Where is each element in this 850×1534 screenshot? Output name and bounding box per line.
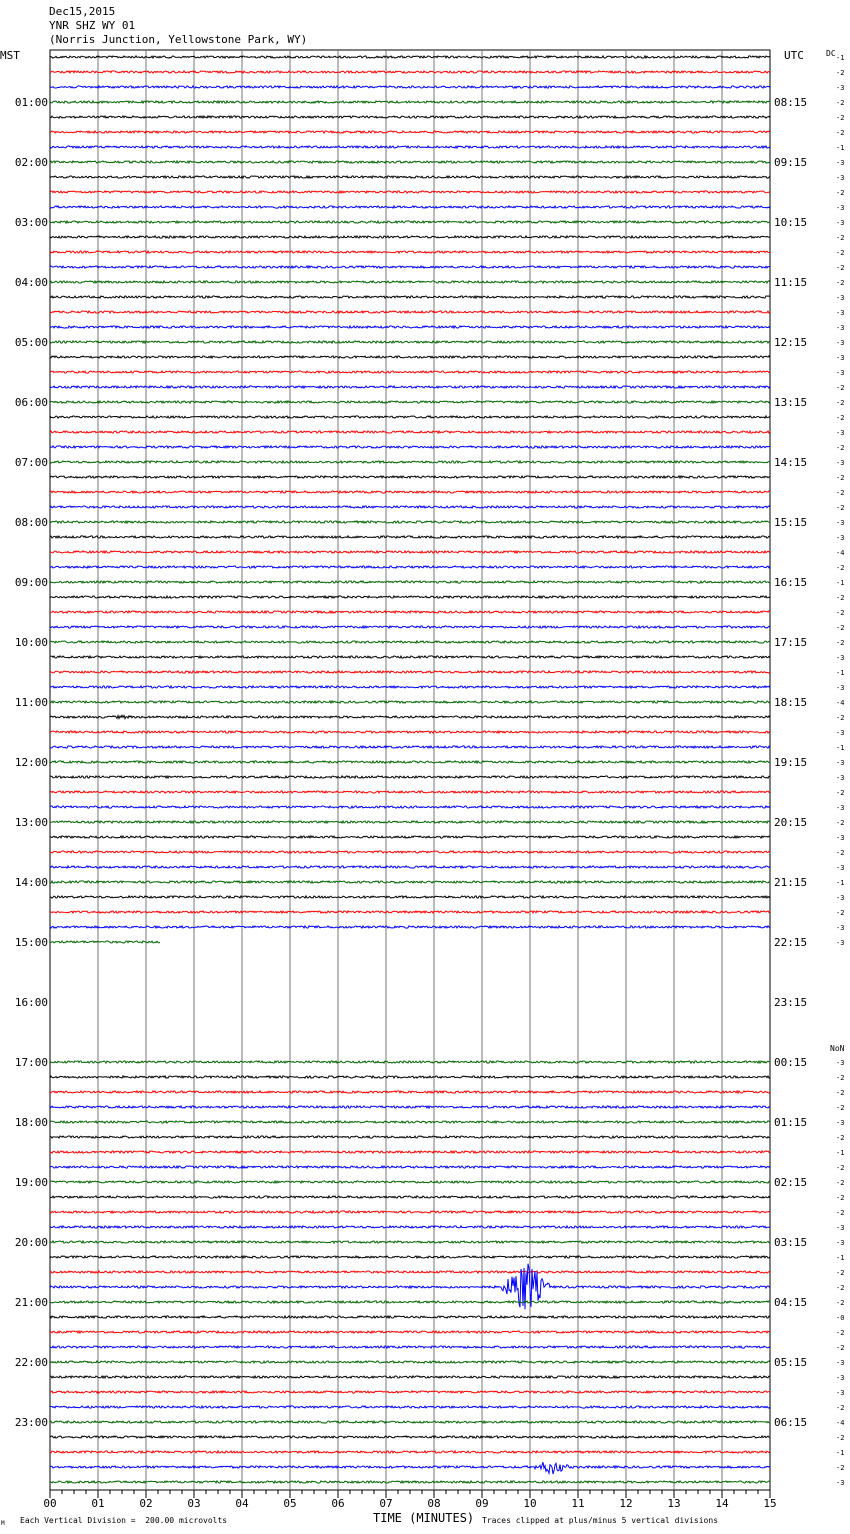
right-value-bottom-3: -2	[836, 1104, 845, 1112]
dc-label: DC	[826, 49, 836, 58]
right-value-bottom-7: -2	[836, 1164, 845, 1172]
right-value-top-9: -2	[836, 189, 845, 197]
trace-54	[50, 866, 770, 868]
trace-70	[50, 1106, 770, 1108]
non-label: NoN	[830, 1044, 845, 1053]
trace-68	[50, 1076, 770, 1078]
x-tick-label-7: 07	[379, 1497, 393, 1510]
corner-mark: M	[1, 1520, 5, 1527]
trace-47	[50, 761, 770, 763]
left-timezone-label: MST	[0, 49, 20, 62]
right-value-top-43: -4	[836, 699, 845, 707]
right-value-top-49: -2	[836, 789, 845, 797]
right-hour-label-1: 09:15	[774, 156, 808, 169]
trace-0	[50, 56, 770, 58]
trace-31	[50, 521, 770, 523]
clipping-note: Traces clipped at plus/minus 5 vertical divisions	[482, 1516, 719, 1525]
right-value-top-34: -2	[836, 564, 845, 572]
header-station: YNR SHZ WY 01	[49, 19, 136, 32]
right-hour-label-7: 15:15	[774, 516, 808, 529]
right-value-bottom-4: -3	[836, 1119, 845, 1127]
trace-91	[50, 1421, 770, 1423]
header-location: (Norris Junction, Yellowstone Park, WY)	[49, 33, 308, 46]
right-hour-label-17: 01:15	[774, 1116, 808, 1129]
trace-37	[50, 611, 770, 613]
right-value-top-16: -3	[836, 294, 845, 302]
trace-83	[50, 1301, 770, 1303]
right-value-bottom-2: -2	[836, 1089, 845, 1097]
right-hour-label-12: 20:15	[774, 816, 808, 829]
right-hour-label-8: 16:15	[774, 576, 808, 589]
right-hour-label-21: 05:15	[774, 1356, 808, 1369]
x-tick-label-14: 14	[715, 1497, 729, 1510]
trace-49	[50, 791, 770, 793]
right-value-bottom-6: -1	[836, 1149, 845, 1157]
right-timezone-label: UTC	[784, 49, 804, 62]
right-value-bottom-25: -2	[836, 1434, 845, 1442]
right-value-top-40: -3	[836, 654, 845, 662]
left-hour-label-12: 13:00	[14, 816, 48, 829]
trace-17	[50, 311, 770, 313]
x-tick-label-3: 03	[187, 1497, 201, 1510]
trace-87	[50, 1361, 770, 1363]
right-value-top-48: -3	[836, 774, 845, 782]
right-value-bottom-13: -1	[836, 1254, 845, 1262]
x-tick-label-8: 08	[427, 1497, 441, 1510]
right-value-top-12: -2	[836, 234, 845, 242]
trace-50	[50, 806, 770, 808]
left-hour-label-21: 22:00	[14, 1356, 48, 1369]
right-value-top-17: -3	[836, 309, 845, 317]
left-hour-label-16: 17:00	[14, 1056, 48, 1069]
trace-77	[50, 1211, 770, 1213]
trace-81	[50, 1271, 770, 1273]
right-hour-label-6: 14:15	[774, 456, 808, 469]
left-hour-label-10: 11:00	[14, 696, 48, 709]
trace-76	[50, 1196, 770, 1198]
right-value-top-0: -1	[836, 54, 845, 62]
trace-36	[50, 596, 770, 598]
left-hour-label-6: 07:00	[14, 456, 48, 469]
right-value-bottom-1: -2	[836, 1074, 845, 1082]
trace-18	[50, 326, 770, 328]
right-value-top-38: -2	[836, 624, 845, 632]
right-value-top-10: -3	[836, 204, 845, 212]
right-value-top-58: -3	[836, 924, 845, 932]
right-hour-label-11: 19:15	[774, 756, 808, 769]
left-hour-label-14: 15:00	[14, 936, 48, 949]
trace-94	[50, 1462, 770, 1474]
right-hour-label-3: 11:15	[774, 276, 808, 289]
trace-58	[50, 926, 770, 928]
right-hour-label-9: 17:15	[774, 636, 808, 649]
trace-29	[50, 491, 770, 493]
trace-86	[50, 1346, 770, 1348]
right-value-bottom-23: -2	[836, 1404, 845, 1412]
left-hour-label-7: 08:00	[14, 516, 48, 529]
trace-33	[50, 551, 770, 553]
left-hour-label-18: 19:00	[14, 1176, 48, 1189]
left-hour-label-20: 21:00	[14, 1296, 48, 1309]
x-tick-label-1: 01	[91, 1497, 105, 1510]
x-tick-label-11: 11	[571, 1497, 585, 1510]
right-value-top-28: -2	[836, 474, 845, 482]
x-tick-label-0: 00	[43, 1497, 57, 1510]
trace-10	[50, 206, 770, 208]
right-value-bottom-19: -2	[836, 1344, 845, 1352]
trace-56	[50, 896, 770, 898]
x-tick-label-9: 09	[475, 1497, 489, 1510]
trace-19	[50, 341, 770, 343]
trace-72	[50, 1136, 770, 1138]
left-hour-label-19: 20:00	[14, 1236, 48, 1249]
right-hour-label-19: 03:15	[774, 1236, 808, 1249]
left-hour-label-3: 04:00	[14, 276, 48, 289]
trace-46	[50, 746, 770, 748]
left-hour-label-9: 10:00	[14, 636, 48, 649]
right-value-top-23: -2	[836, 399, 845, 407]
trace-90	[50, 1406, 770, 1408]
header-date: Dec15,2015	[49, 5, 116, 18]
trace-74	[50, 1166, 770, 1168]
right-value-bottom-5: -2	[836, 1134, 845, 1142]
trace-89	[50, 1391, 770, 1393]
trace-15	[50, 281, 770, 283]
trace-79	[50, 1241, 770, 1243]
trace-59	[50, 941, 160, 943]
left-hour-label-2: 03:00	[14, 216, 48, 229]
left-hour-label-13: 14:00	[14, 876, 48, 889]
trace-9	[50, 191, 770, 193]
trace-51	[50, 821, 770, 823]
trace-78	[50, 1226, 770, 1228]
trace-52	[50, 836, 770, 838]
right-value-bottom-27: -2	[836, 1464, 845, 1472]
right-hour-label-2: 10:15	[774, 216, 808, 229]
trace-5	[50, 131, 770, 133]
right-value-top-19: -3	[836, 339, 845, 347]
right-value-top-21: -3	[836, 369, 845, 377]
trace-67	[50, 1061, 770, 1063]
trace-40	[50, 656, 770, 658]
trace-12	[50, 236, 770, 238]
right-value-top-1: -2	[836, 69, 845, 77]
right-value-top-11: -3	[836, 219, 845, 227]
right-value-top-53: -2	[836, 849, 845, 857]
right-value-top-15: -2	[836, 279, 845, 287]
trace-41	[50, 671, 770, 673]
right-value-bottom-12: -3	[836, 1239, 845, 1247]
right-value-top-55: -1	[836, 879, 845, 887]
right-value-top-5: -2	[836, 129, 845, 137]
left-hour-label-8: 09:00	[14, 576, 48, 589]
right-hour-label-15: 23:15	[774, 996, 808, 1009]
right-value-top-42: -3	[836, 684, 845, 692]
right-hour-label-10: 18:15	[774, 696, 808, 709]
trace-24	[50, 416, 770, 418]
right-value-bottom-9: -2	[836, 1194, 845, 1202]
right-value-top-18: -3	[836, 324, 845, 332]
trace-55	[50, 881, 770, 883]
trace-7	[50, 161, 770, 163]
trace-3	[50, 101, 770, 103]
right-value-top-4: -2	[836, 114, 845, 122]
left-hour-label-0: 01:00	[14, 96, 48, 109]
left-hour-label-4: 05:00	[14, 336, 48, 349]
vertical-division-note: Each Vertical Division = 200.00 microvolts	[20, 1516, 228, 1525]
right-value-top-39: -2	[836, 639, 845, 647]
trace-22	[50, 386, 770, 388]
left-hour-label-1: 02:00	[14, 156, 48, 169]
right-hour-label-0: 08:15	[774, 96, 808, 109]
trace-95	[50, 1481, 770, 1483]
x-tick-label-15: 15	[763, 1497, 777, 1510]
right-value-top-54: -3	[836, 864, 845, 872]
right-value-top-36: -2	[836, 594, 845, 602]
right-hour-label-22: 06:15	[774, 1416, 808, 1429]
right-value-top-8: -3	[836, 174, 845, 182]
trace-43	[50, 701, 770, 703]
x-tick-label-13: 13	[667, 1497, 681, 1510]
trace-45	[50, 731, 770, 733]
right-value-top-59: -3	[836, 939, 845, 947]
right-value-top-41: -1	[836, 669, 845, 677]
x-tick-label-10: 10	[523, 1497, 537, 1510]
trace-34	[50, 566, 770, 568]
trace-1	[50, 71, 770, 73]
left-hour-label-22: 23:00	[14, 1416, 48, 1429]
x-tick-label-4: 04	[235, 1497, 249, 1510]
right-value-top-20: -3	[836, 354, 845, 362]
trace-14	[50, 266, 770, 268]
right-value-top-52: -3	[836, 834, 845, 842]
right-value-top-30: -2	[836, 504, 845, 512]
trace-42	[50, 686, 770, 688]
right-value-bottom-18: -2	[836, 1329, 845, 1337]
trace-25	[50, 431, 770, 433]
right-value-top-25: -3	[836, 429, 845, 437]
trace-2	[50, 86, 770, 88]
right-hour-label-16: 00:15	[774, 1056, 808, 1069]
right-value-top-32: -3	[836, 534, 845, 542]
trace-84	[50, 1316, 770, 1318]
trace-13	[50, 251, 770, 253]
right-value-top-27: -3	[836, 459, 845, 467]
right-value-bottom-26: -1	[836, 1449, 845, 1457]
trace-44	[50, 715, 770, 718]
right-value-bottom-15: -2	[836, 1284, 845, 1292]
trace-57	[50, 911, 770, 913]
trace-20	[50, 356, 770, 358]
plot-frame	[50, 50, 770, 1490]
right-value-bottom-24: -4	[836, 1419, 845, 1427]
right-value-bottom-10: -2	[836, 1209, 845, 1217]
right-value-bottom-20: -3	[836, 1359, 845, 1367]
x-tick-label-6: 06	[331, 1497, 345, 1510]
right-value-bottom-14: -2	[836, 1269, 845, 1277]
right-value-bottom-8: -2	[836, 1179, 845, 1187]
trace-4	[50, 116, 770, 118]
left-hour-label-5: 06:00	[14, 396, 48, 409]
right-value-top-14: -2	[836, 264, 845, 272]
trace-30	[50, 506, 770, 508]
right-hour-label-18: 02:15	[774, 1176, 808, 1189]
trace-8	[50, 176, 770, 178]
trace-32	[50, 536, 770, 538]
trace-23	[50, 401, 770, 403]
right-value-top-24: -2	[836, 414, 845, 422]
right-value-top-46: -1	[836, 744, 845, 752]
right-value-top-57: -2	[836, 909, 845, 917]
trace-71	[50, 1121, 770, 1123]
x-axis-label: TIME (MINUTES)	[373, 1511, 475, 1525]
x-tick-label-12: 12	[619, 1497, 633, 1510]
trace-93	[50, 1451, 770, 1453]
right-value-top-6: -1	[836, 144, 845, 152]
trace-21	[50, 371, 770, 373]
trace-73	[50, 1151, 770, 1153]
trace-85	[50, 1331, 770, 1333]
right-value-top-22: -2	[836, 384, 845, 392]
trace-6	[50, 146, 770, 148]
trace-27	[50, 461, 770, 463]
right-hour-label-13: 21:15	[774, 876, 808, 889]
trace-11	[50, 221, 770, 223]
right-value-top-7: -3	[836, 159, 845, 167]
left-hour-label-15: 16:00	[14, 996, 48, 1009]
right-hour-label-14: 22:15	[774, 936, 808, 949]
right-value-top-47: -3	[836, 759, 845, 767]
right-hour-label-20: 04:15	[774, 1296, 808, 1309]
right-value-top-26: -2	[836, 444, 845, 452]
right-value-top-3: -2	[836, 99, 845, 107]
right-value-top-56: -3	[836, 894, 845, 902]
right-value-bottom-16: -2	[836, 1299, 845, 1307]
right-value-top-33: -4	[836, 549, 845, 557]
left-hour-label-17: 18:00	[14, 1116, 48, 1129]
trace-38	[50, 626, 770, 628]
right-value-top-45: -3	[836, 729, 845, 737]
right-value-top-2: -3	[836, 84, 845, 92]
right-value-top-29: -2	[836, 489, 845, 497]
x-tick-label-5: 05	[283, 1497, 297, 1510]
right-value-bottom-28: -3	[836, 1479, 845, 1487]
trace-39	[50, 641, 770, 643]
right-value-top-50: -3	[836, 804, 845, 812]
right-value-top-35: -1	[836, 579, 845, 587]
right-hour-label-4: 12:15	[774, 336, 808, 349]
left-hour-label-11: 12:00	[14, 756, 48, 769]
trace-92	[50, 1436, 770, 1438]
right-hour-label-5: 13:15	[774, 396, 808, 409]
right-value-top-51: -2	[836, 819, 845, 827]
right-value-bottom-17: -0	[836, 1314, 845, 1322]
trace-69	[50, 1091, 770, 1093]
right-value-bottom-11: -3	[836, 1224, 845, 1232]
trace-80	[50, 1256, 770, 1258]
trace-16	[50, 296, 770, 298]
right-value-top-13: -2	[836, 249, 845, 257]
trace-53	[50, 851, 770, 853]
x-tick-label-2: 02	[139, 1497, 153, 1510]
right-value-bottom-0: -3	[836, 1059, 845, 1067]
trace-26	[50, 446, 770, 448]
right-value-top-37: -2	[836, 609, 845, 617]
trace-35	[50, 581, 770, 583]
right-value-top-31: -3	[836, 519, 845, 527]
right-value-bottom-21: -3	[836, 1374, 845, 1382]
trace-75	[50, 1181, 770, 1183]
right-value-bottom-22: -3	[836, 1389, 845, 1397]
trace-28	[50, 476, 770, 478]
trace-48	[50, 776, 770, 778]
right-value-top-44: -2	[836, 714, 845, 722]
trace-88	[50, 1376, 770, 1378]
